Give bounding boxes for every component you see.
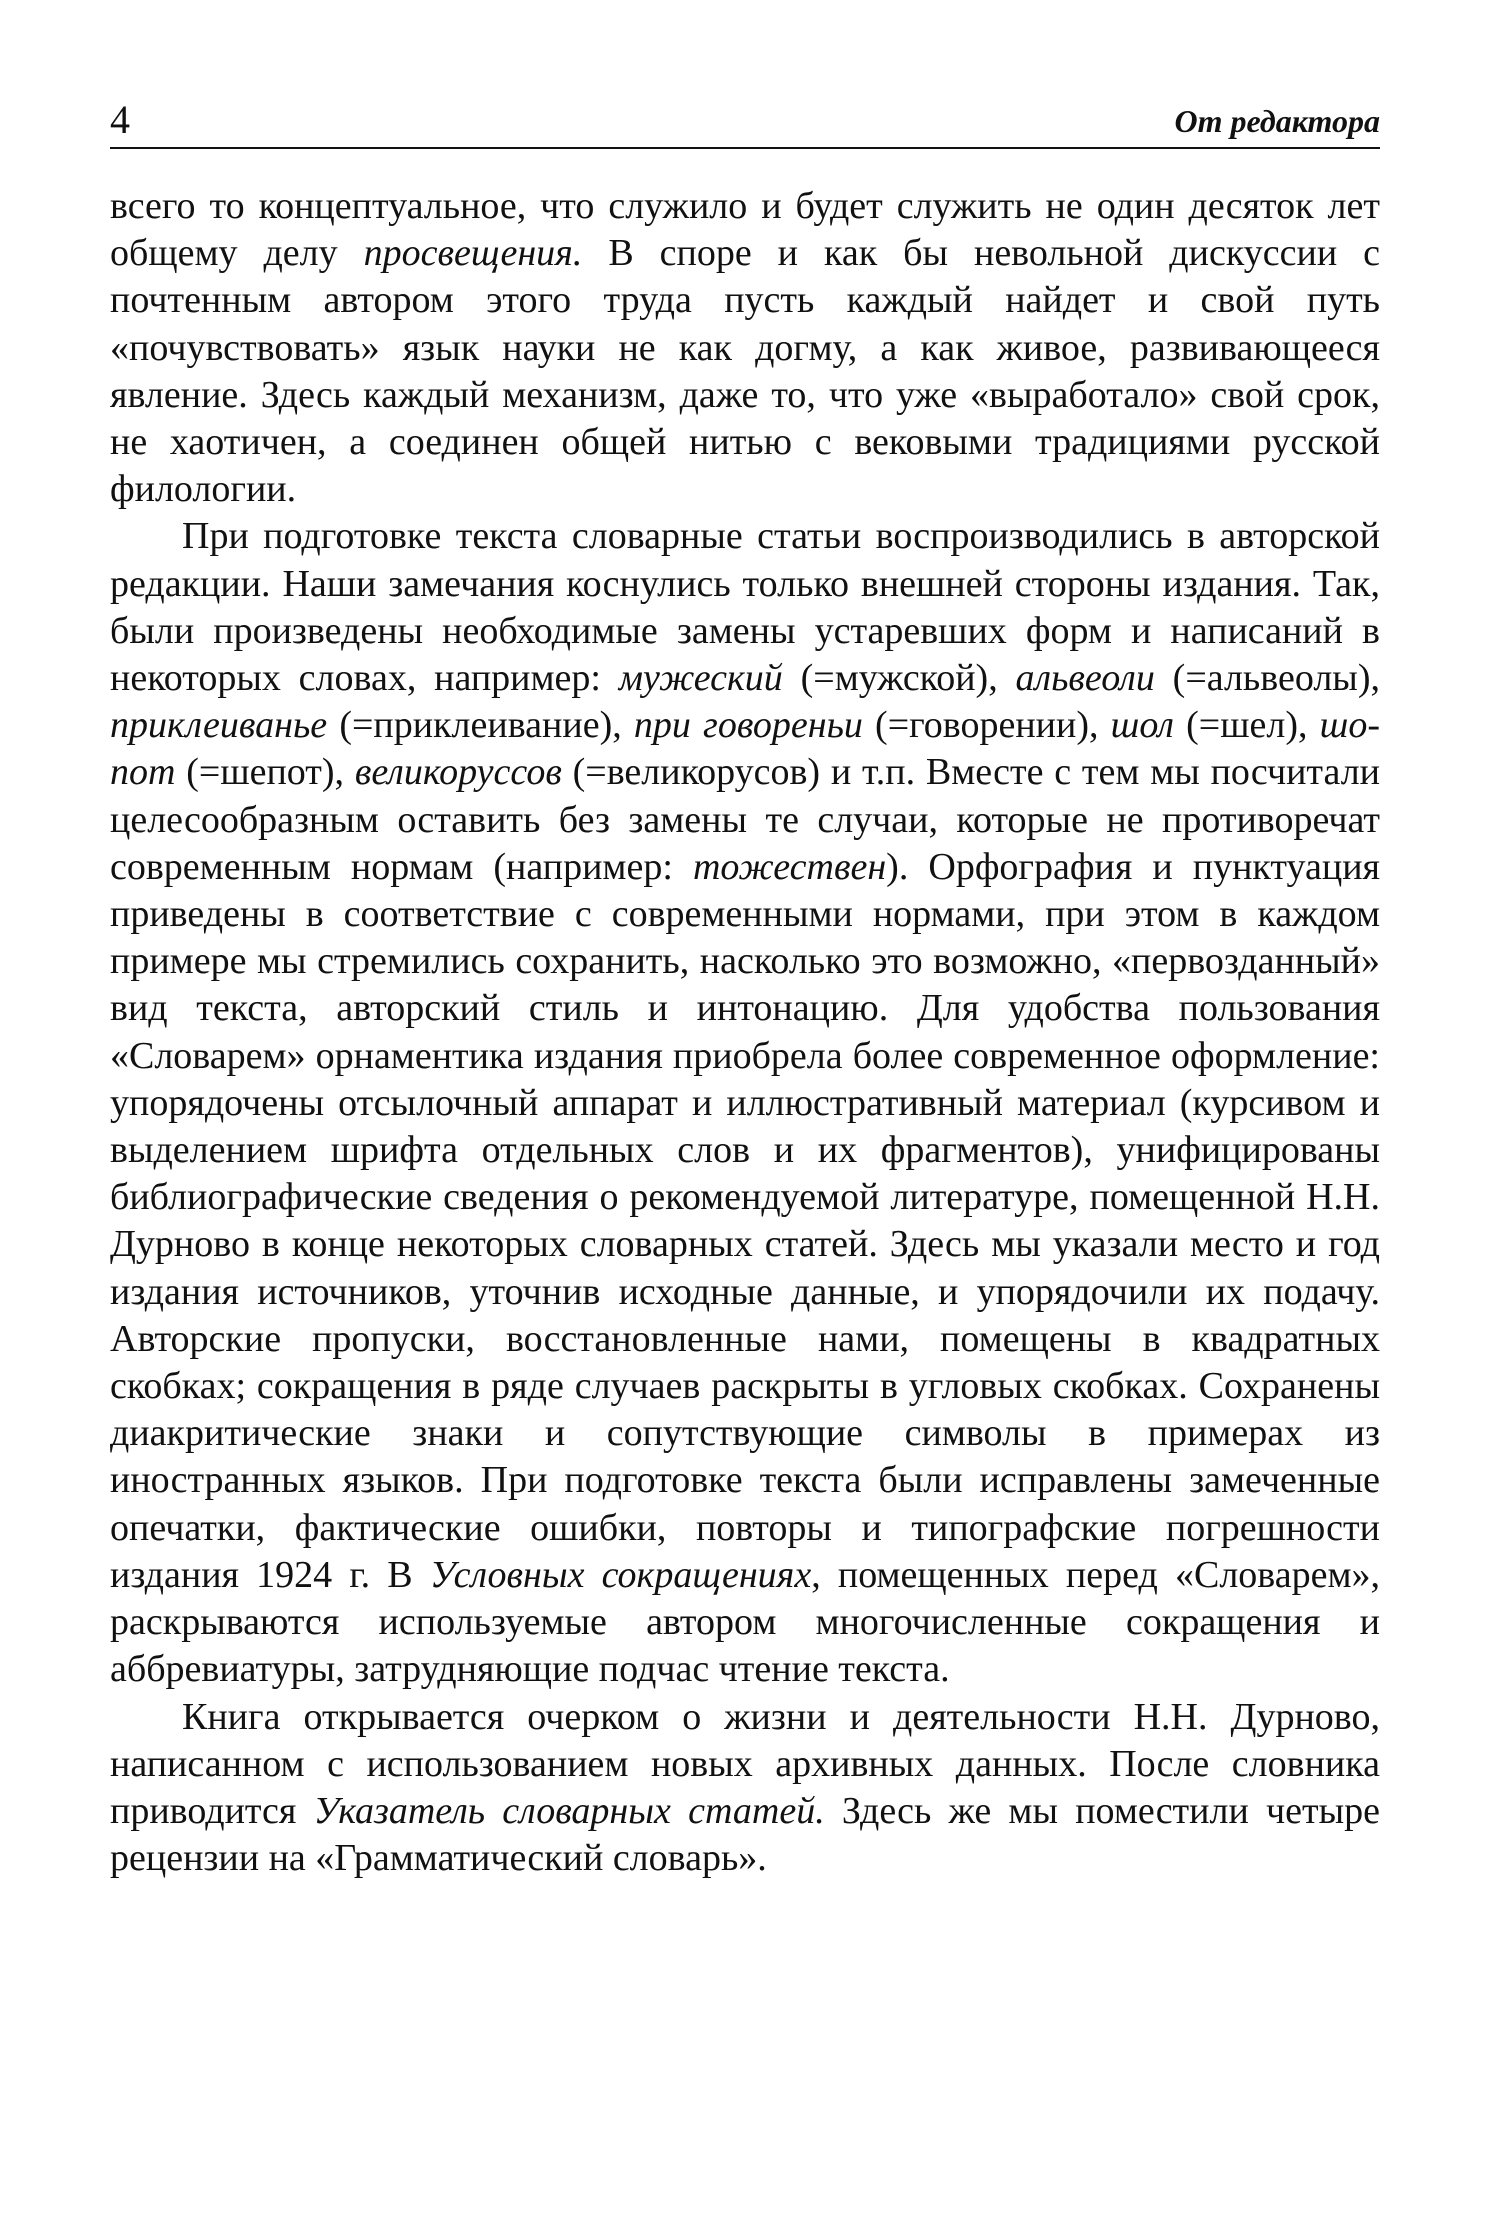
text-run: Здесь же мы поместили четыре рецензии на «Грамматический словарь». [110,1789,1380,1880]
text-run: Книга открывается очерком о жизни и деятельности Н.Н. Дурново, написанном с использованием новых архивных данных. После словника приводится [110,1695,1380,1832]
text-run: всего то концептуальное, что служило и будет служить не один десяток лет общему делу [110,185,1380,275]
text-run: (=шел), [1173,704,1320,747]
italic-term: Условных сокращениях [429,1553,812,1596]
text-run: ). Орфография и пунктуация приведены в соответствие с современными нормами, при этом в каждом примере мы стремились сохранить, насколько это возможно, «первозданный» вид текста, авторский стиль и интонацию. Для удобства пользования «Словарем» орнаментика издания приобрела более современное оформление: упорядочены отсылочный аппарат и иллюстративный материал (курсивом и выделением шрифта отдельных слов и их фрагментов), унифицированы библиографические сведения о рекомендуемой литературе, помещенной Н.Н. Дурново в конце некоторых словарных статей. Здесь мы указали место и год издания источников, уточнив исходные данные, и упорядочили их подачу. Авторские пропуски, восстановленные нами, помещены в квадратных скобках; сокращения в ряде случаев раскрыты в угловых скобках. Сохранены диакритические знаки и сопутствующие символы в примерах из иностранных языков. При подготовке текста были исправлены замеченные опечатки, фактические ошибки, повторы и типографские погрешности издания 1924 г. В [110,845,1381,1596]
text-run: , помещенных перед «Словарем», раскрываются используемые автором многочисленные сокращения и аббревиатуры, затрудняющие подчас чтение текста. [110,1553,1381,1691]
text-run: (=мужской), [782,657,1016,700]
italic-term: великоруссов [354,751,562,794]
italic-term: Указатель словарных статей. [313,1789,825,1832]
body-text [110,183,1380,1882]
italic-term: шол [1110,704,1174,747]
paragraph [110,183,1380,513]
italic-term: приклеиванье [110,704,328,747]
paragraph [110,513,1380,1693]
text-run: (=шепот), [175,751,355,794]
text-run: (=альвеолы), [1154,657,1380,700]
italic-term: просвещения. [363,232,583,275]
page-number: 4 [110,97,130,142]
italic-term: шопот [110,704,1380,794]
book-page [110,95,1380,1882]
italic-term: при говореньи [633,704,863,747]
text-run: (=великорусов) и т.п. Вместе с тем мы посчитали целесообразным оставить без замены те случаи, которые не противоречат современным нормам (например: [110,751,1380,888]
text-run: (=приклеивание), [327,704,634,747]
running-title: От редактора [1174,103,1380,139]
italic-term: мужеский [618,657,783,700]
italic-term: альвеоли [1015,657,1155,700]
text-run: При подготовке текста словарные статьи воспроизводились в авторской редакции. Наши замечания коснулись только внешней стороны издания. Так, были произведены необходимые замены устаревших форм и написаний в некоторых словах, например: [110,515,1380,700]
page-header [110,95,1380,149]
text-run: (=говорении), [862,704,1111,747]
text-run: В споре и как бы невольной дискуссии с почтенным автором этого труда пусть каждый найдет и свой путь «почувствовать» язык науки не как догму, а как живое, развивающееся явление. Здесь каждый механизм, даже то, что уже «выработало» свой срок, не хаотичен, а соединен общей нитью с вековыми традициями русской филологии. [110,232,1380,511]
paragraph [110,1694,1380,1883]
italic-term: тожествен [692,845,887,888]
